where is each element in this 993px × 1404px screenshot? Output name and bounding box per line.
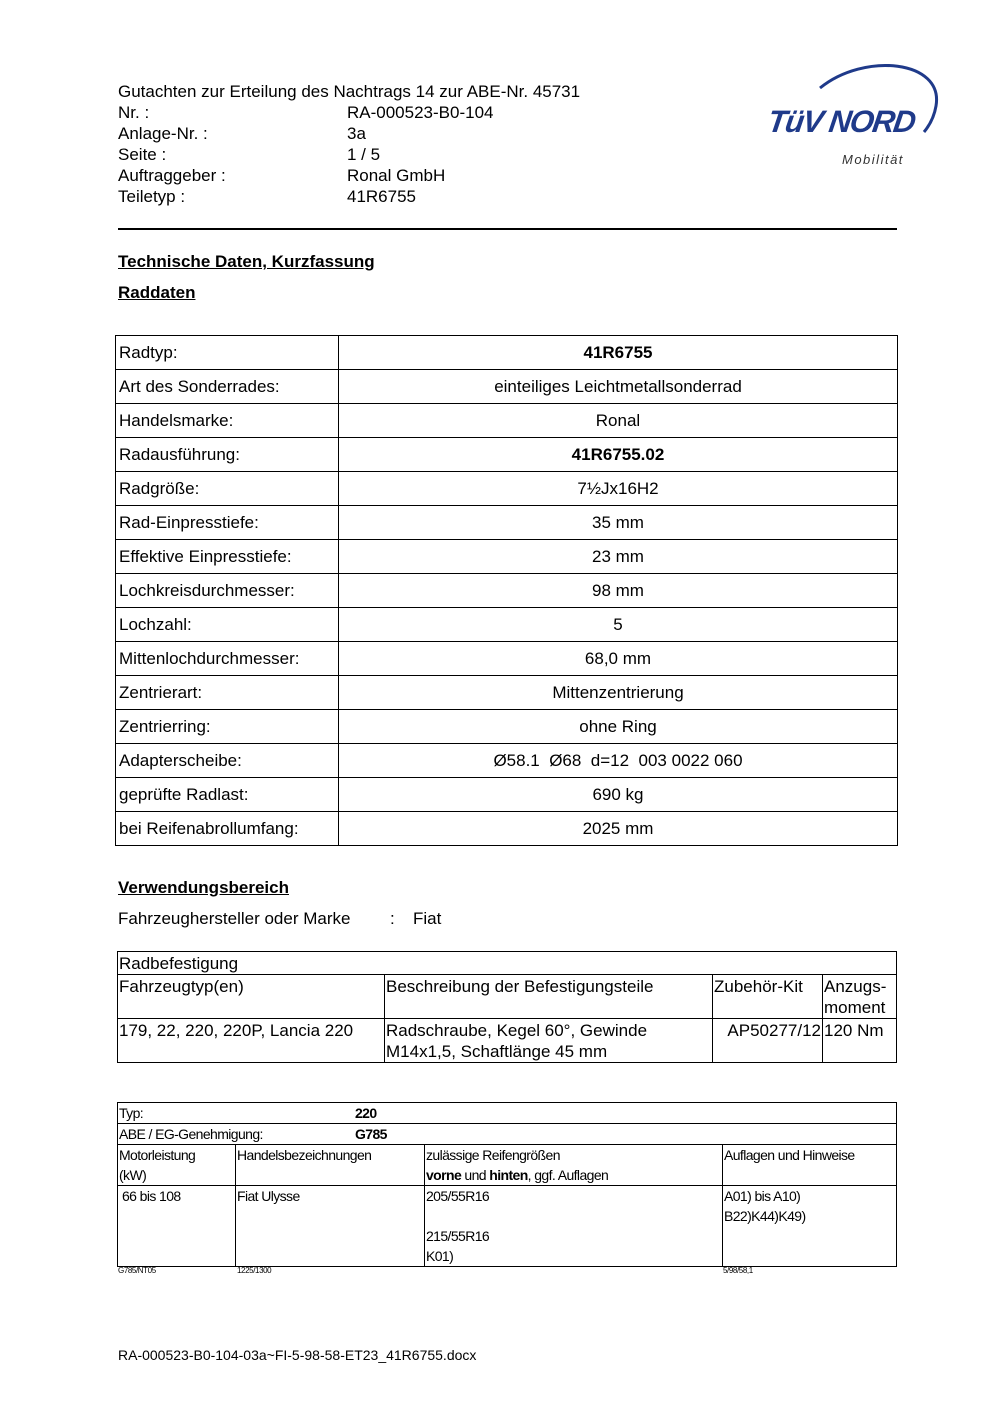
cell-handelsbezeichnung: Fiat Ulysse bbox=[236, 1186, 425, 1267]
header-label-auftraggeber: Auftraggeber : bbox=[118, 166, 226, 185]
row-label: Art des Sonderrades: bbox=[116, 370, 339, 404]
footnote-mid: 1225/1300 bbox=[237, 1266, 272, 1275]
cell-reifengroessen bbox=[425, 1186, 723, 1267]
row-value: 35 mm bbox=[339, 506, 898, 540]
table-row bbox=[116, 710, 898, 744]
row-value: ohne Ring bbox=[339, 710, 898, 744]
row-label: Handelsmarke: bbox=[116, 404, 339, 438]
raddaten-table bbox=[115, 335, 898, 846]
table-row bbox=[118, 1186, 897, 1267]
typ-cell bbox=[118, 1103, 897, 1124]
header-label-anlage: Anlage-Nr. : bbox=[118, 124, 208, 143]
row-value: 23 mm bbox=[339, 540, 898, 574]
row-value: Ronal bbox=[339, 404, 898, 438]
row-value: Ø58.1 Ø68 d=12 003 0022 060 bbox=[339, 744, 898, 778]
row-label: Zentrierart: bbox=[116, 676, 339, 710]
row-label: Radausführung: bbox=[116, 438, 339, 472]
cell-motorleistung: 66 bis 108 bbox=[118, 1186, 236, 1267]
col-header-auflagen: Auflagen und Hinweise bbox=[723, 1145, 897, 1186]
header-line: zulässige Reifengrößen bbox=[426, 1147, 560, 1163]
table-row bbox=[116, 540, 898, 574]
row-label: Adapterscheibe: bbox=[116, 744, 339, 778]
header-value-auftraggeber: Ronal GmbH bbox=[347, 166, 446, 185]
radbefestigung-title: Radbefestigung bbox=[118, 952, 897, 975]
fahrzeughersteller-separator: : bbox=[390, 909, 395, 928]
row-label: Effektive Einpresstiefe: bbox=[116, 540, 339, 574]
header-bold-hinten: hinten bbox=[489, 1167, 528, 1183]
cell-line: B22)K44)K49) bbox=[724, 1208, 806, 1224]
col-header-fahrzeugtyp: Fahrzeugtyp(en) bbox=[118, 975, 385, 1019]
section-technische-daten: Technische Daten, Kurzfassung bbox=[118, 252, 375, 271]
row-value: Mittenzentrierung bbox=[339, 676, 898, 710]
col-header-beschreibung: Beschreibung der Befestigungsteile bbox=[385, 975, 713, 1019]
abe-row bbox=[118, 1124, 897, 1145]
col-header-handelsbezeichnungen: Handelsbezeichnungen bbox=[236, 1145, 425, 1186]
fahrzeughersteller-label: Fahrzeughersteller oder Marke bbox=[118, 909, 351, 928]
table-row bbox=[116, 812, 898, 846]
logo-subtitle: Mobilität bbox=[842, 152, 904, 167]
header-value-teiletyp: 41R6755 bbox=[347, 187, 417, 206]
table-title-row bbox=[118, 952, 897, 975]
typ-table bbox=[117, 1102, 897, 1267]
row-value: 41R6755 bbox=[339, 336, 898, 370]
header-value-anlage: 3a bbox=[347, 124, 366, 143]
document-title: Gutachten zur Erteilung des Nachtrags 14 zur ABE-Nr. 45731 bbox=[118, 82, 581, 101]
cell-anzugsmoment: 120 Nm bbox=[823, 1019, 897, 1063]
cell-line: 215/55R16 bbox=[426, 1228, 490, 1244]
header-line: (kW) bbox=[119, 1167, 147, 1183]
header-line: Anzugs- bbox=[824, 977, 887, 996]
row-value: 2025 mm bbox=[339, 812, 898, 846]
table-row bbox=[116, 438, 898, 472]
row-value: 68,0 mm bbox=[339, 642, 898, 676]
abe-value: G785 bbox=[355, 1126, 387, 1142]
header-label-teiletyp: Teiletyp : bbox=[118, 187, 186, 206]
header-line: moment bbox=[824, 998, 886, 1017]
logo-brand: TüV NORD bbox=[765, 104, 917, 139]
header-text: , ggf. Auflagen bbox=[527, 1167, 609, 1183]
radbefestigung-table bbox=[117, 951, 897, 1063]
row-value: 98 mm bbox=[339, 574, 898, 608]
col-header-motorleistung bbox=[118, 1145, 236, 1186]
tuev-nord-logo bbox=[764, 58, 940, 170]
cell-zubehoer-kit: AP50277/12 bbox=[713, 1019, 823, 1063]
cell-fahrzeugtypen: 179, 22, 220, 220P, Lancia 220 bbox=[118, 1019, 385, 1063]
document-header bbox=[118, 81, 580, 207]
cell-line: M14x1,5, Schaftlänge 45 mm bbox=[386, 1042, 608, 1061]
row-label: bei Reifenabrollumfang: bbox=[116, 812, 339, 846]
row-value: einteiliges Leichtmetallsonderrad bbox=[339, 370, 898, 404]
table-row bbox=[116, 642, 898, 676]
row-value: 7½Jx16H2 bbox=[339, 472, 898, 506]
document-footer: RA-000523-B0-104-03a~FI-5-98-58-ET23_41R6755.docx bbox=[118, 1347, 477, 1363]
col-header-reifengroessen bbox=[425, 1145, 723, 1186]
table-row bbox=[116, 472, 898, 506]
table-row bbox=[116, 506, 898, 540]
header-text: und bbox=[461, 1167, 490, 1183]
footnote-left: G785/NT05 bbox=[118, 1266, 156, 1275]
header-value-seite: 1 / 5 bbox=[347, 145, 381, 164]
typ-row bbox=[118, 1103, 897, 1124]
table-row bbox=[116, 404, 898, 438]
row-label: Zentrierring: bbox=[116, 710, 339, 744]
typ-label: Typ: bbox=[119, 1105, 144, 1121]
section-verwendungsbereich: Verwendungsbereich bbox=[118, 878, 289, 897]
cell-line bbox=[426, 1206, 722, 1226]
header-line: Motorleistung bbox=[119, 1147, 196, 1163]
cell-auflagen bbox=[723, 1186, 897, 1267]
cell-beschreibung bbox=[385, 1019, 713, 1063]
row-label: Radgröße: bbox=[116, 472, 339, 506]
row-value: 5 bbox=[339, 608, 898, 642]
header-divider bbox=[118, 228, 897, 230]
cell-line: K01) bbox=[426, 1248, 454, 1264]
header-line bbox=[426, 1165, 722, 1185]
header-value-nr: RA-000523-B0-104 bbox=[347, 103, 494, 122]
section-raddaten: Raddaten bbox=[118, 283, 196, 302]
col-header-anzugsmoment bbox=[823, 975, 897, 1019]
table-header-row bbox=[118, 1145, 897, 1186]
table-row bbox=[116, 370, 898, 404]
cell-line: 205/55R16 bbox=[426, 1188, 490, 1204]
abe-cell bbox=[118, 1124, 897, 1145]
row-label: Radtyp: bbox=[116, 336, 339, 370]
row-label: Rad-Einpresstiefe: bbox=[116, 506, 339, 540]
col-header-zubehoer-kit: Zubehör-Kit bbox=[713, 975, 823, 1019]
row-label: Mittenlochdurchmesser: bbox=[116, 642, 339, 676]
table-row bbox=[116, 608, 898, 642]
row-value: 41R6755.02 bbox=[339, 438, 898, 472]
row-label: Lochzahl: bbox=[116, 608, 339, 642]
fahrzeughersteller-line bbox=[118, 909, 441, 929]
header-bold-vorne: vorne bbox=[426, 1167, 462, 1183]
table-row bbox=[116, 778, 898, 812]
table-header-row bbox=[118, 975, 897, 1019]
footnote-right: 5/98/58,1 bbox=[723, 1266, 753, 1275]
typ-value: 220 bbox=[355, 1105, 377, 1121]
table-row bbox=[116, 744, 898, 778]
header-label-nr: Nr. : bbox=[118, 103, 150, 122]
row-label: Lochkreisdurchmesser: bbox=[116, 574, 339, 608]
table-row bbox=[116, 676, 898, 710]
row-label: geprüfte Radlast: bbox=[116, 778, 339, 812]
table-row bbox=[116, 574, 898, 608]
cell-line: A01) bis A10) bbox=[724, 1188, 801, 1204]
header-label-seite: Seite : bbox=[118, 145, 167, 164]
table-row bbox=[118, 1019, 897, 1063]
abe-label: ABE / EG-Genehmigung: bbox=[119, 1126, 263, 1142]
cell-line: Radschraube, Kegel 60°, Gewinde bbox=[386, 1021, 648, 1040]
fahrzeughersteller-value: Fiat bbox=[413, 909, 442, 928]
row-value: 690 kg bbox=[339, 778, 898, 812]
table-row bbox=[116, 336, 898, 370]
